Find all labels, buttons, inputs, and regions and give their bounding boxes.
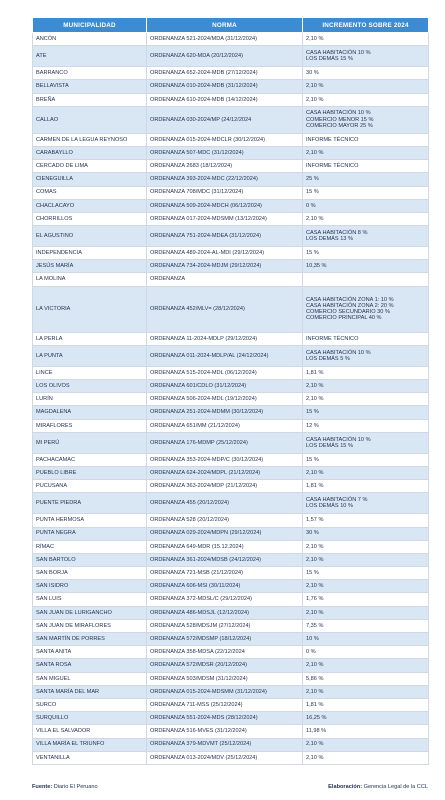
cell-municipalidad: PUEBLO LIBRE (33, 466, 147, 479)
cell-incremento: 2,10 % (303, 212, 429, 225)
cell-norma: ORDENANZA 506-2024-MDL (19/12/2024) (147, 393, 303, 406)
cell-norma: ORDENANZA 013-2024/MDV (25/12/2024) (147, 751, 303, 764)
cell-norma: ORDENANZA 551-2024-MDS (28/12/2024) (147, 712, 303, 725)
cell-municipalidad: PUENTE PIEDRA (33, 493, 147, 514)
cell-incremento: 2,10 % (303, 606, 429, 619)
table-row (33, 212, 429, 225)
table-row (33, 332, 429, 345)
table-row (33, 619, 429, 632)
table-row (33, 514, 429, 527)
cell-norma: ORDENANZA 393-2024-MDC (22/12/2024) (147, 173, 303, 186)
cell-incremento: CASA HABITACIÓN 10 % LOS DEMÁS 5 % (303, 345, 429, 366)
table-row (33, 33, 429, 46)
table-row (33, 432, 429, 453)
cell-municipalidad: SAN MIGUEL (33, 672, 147, 685)
cell-norma: ORDENANZA 353-2024-MDP/C (30/12/2024) (147, 453, 303, 466)
table-row (33, 527, 429, 540)
cell-municipalidad: VILLA EL SALVADOR (33, 725, 147, 738)
cell-incremento: 30 % (303, 527, 429, 540)
cell-municipalidad: ANCÓN (33, 33, 147, 46)
header-incremento: INCREMENTO SOBRE 2024 (303, 18, 429, 33)
cell-incremento: CASA HABITACIÓN 10 % LOS DEMÁS 15 % (303, 46, 429, 67)
table-row (33, 260, 429, 273)
cell-incremento: CASA HABITACIÓN 8 % LOS DEMÁS 13 % (303, 226, 429, 247)
table-row (33, 646, 429, 659)
cell-incremento: 2,10 % (303, 393, 429, 406)
table-row (33, 738, 429, 751)
cell-municipalidad: SURCO (33, 698, 147, 711)
table-row (33, 685, 429, 698)
cell-incremento: 1,57 % (303, 514, 429, 527)
cell-municipalidad: CALLAO (33, 106, 147, 133)
cell-incremento: 7,35 % (303, 619, 429, 632)
table-row (33, 466, 429, 479)
table-row (33, 567, 429, 580)
cell-incremento: CASA HABITACIÓN 10 % COMERCIO MENOR 15 % COMERCIO MAYOR 25 % (303, 106, 429, 133)
cell-norma: ORDENANZA 606-MSI (30/11/2024) (147, 580, 303, 593)
cell-municipalidad: CARMEN DE LA LEGUA REYNOSO (33, 133, 147, 146)
cell-norma: ORDENANZA 379-MDVMT (25/12/2024) (147, 738, 303, 751)
municipal-increments-table (32, 17, 429, 765)
cell-incremento: 2,10 % (303, 751, 429, 764)
source-label: Fuente: (32, 784, 53, 790)
cell-norma: ORDENANZA (147, 273, 303, 286)
municipal-table-container (32, 17, 428, 765)
cell-norma: ORDENANZA 572/MDSMP (18/12/2024) (147, 633, 303, 646)
cell-norma: ORDENANZA 528/MDSJM (27/12/2024) (147, 619, 303, 632)
table-row (33, 93, 429, 106)
cell-norma: ORDENANZA 015-2024-MDSMM (31/12/2024) (147, 685, 303, 698)
cell-municipalidad: SAN JUAN DE LURIGANCHO (33, 606, 147, 619)
cell-municipalidad: RÍMAC (33, 540, 147, 553)
cell-municipalidad: LA PERLA (33, 332, 147, 345)
cell-norma: ORDENANZA 361-2024/MDSB (24/12/2024) (147, 553, 303, 566)
cell-incremento: 12 % (303, 419, 429, 432)
cell-norma: ORDENANZA 610-2024-MDB (14/12/2024) (147, 93, 303, 106)
cell-norma: ORDENANZA 572/MDSR (20/12/2024) (147, 659, 303, 672)
cell-incremento: 2,10 % (303, 466, 429, 479)
cell-incremento: 30 % (303, 67, 429, 80)
cell-municipalidad: SANTA ROSA (33, 659, 147, 672)
table-row (33, 67, 429, 80)
credit-value: Gerencia Legal de la CCL (363, 784, 428, 790)
table-row (33, 453, 429, 466)
cell-municipalidad: PACHACAMAC (33, 453, 147, 466)
cell-norma: ORDENANZA 503/MDSM (31/12/2024) (147, 672, 303, 685)
cell-norma: ORDENANZA 251-2024-MDMM (30/12/2024) (147, 406, 303, 419)
table-row (33, 226, 429, 247)
cell-incremento: 2,10 % (303, 33, 429, 46)
table-row (33, 633, 429, 646)
cell-incremento: 2,10 % (303, 93, 429, 106)
table-row (33, 593, 429, 606)
cell-norma: ORDENANZA 509-2024-MDCH (06/12/2024) (147, 199, 303, 212)
cell-incremento: 0 % (303, 646, 429, 659)
cell-norma: ORDENANZA 651/MM (21/12/2024) (147, 419, 303, 432)
table-row (33, 173, 429, 186)
credit-label: Elaboración: (328, 784, 363, 790)
cell-norma: ORDENANZA 652-2024-MDB (27/12/2024) (147, 67, 303, 80)
cell-incremento: 1,81 % (303, 480, 429, 493)
cell-incremento: CASA HABITACIÓN 10 % LOS DEMÁS 15 % (303, 432, 429, 453)
cell-norma: ORDENANZA 452/MLV= (28/12/2024) (147, 286, 303, 332)
table-row (33, 540, 429, 553)
cell-incremento: 10,35 % (303, 260, 429, 273)
cell-municipalidad: CIENEGUILLA (33, 173, 147, 186)
credit-note (328, 784, 428, 790)
table-row (33, 480, 429, 493)
cell-incremento: 2,10 % (303, 553, 429, 566)
table-row (33, 133, 429, 146)
cell-incremento: INFORME TÉCNICO (303, 133, 429, 146)
cell-incremento: 0 % (303, 199, 429, 212)
cell-municipalidad: LINCE (33, 366, 147, 379)
cell-norma: ORDENANZA 624-2024/MDPL (21/12/2024) (147, 466, 303, 479)
cell-municipalidad: LA MOLINA (33, 273, 147, 286)
cell-municipalidad: BARRANCO (33, 67, 147, 80)
cell-municipalidad: SANTA ANITA (33, 646, 147, 659)
cell-norma: ORDENANZA 372-MDSL/C (29/12/2024) (147, 593, 303, 606)
table-row (33, 186, 429, 199)
table-body (33, 33, 429, 765)
cell-norma: ORDENANZA 455 (20/12/2024) (147, 493, 303, 514)
table-row (33, 712, 429, 725)
cell-norma: ORDENANZA 521-2024/MDA (31/12/2024) (147, 33, 303, 46)
cell-norma: ORDENANZA 489-2024-AL-MDI (29/12/2024) (147, 247, 303, 260)
cell-norma: ORDENANZA 358-MDSA (22/12/2024 (147, 646, 303, 659)
table-row (33, 725, 429, 738)
cell-municipalidad: MAGDALENA (33, 406, 147, 419)
cell-municipalidad: CHACLACAYO (33, 199, 147, 212)
cell-municipalidad: SAN MARTÍN DE PORRES (33, 633, 147, 646)
cell-norma: ORDENANZA 363-2024/MDP (21/12/2024) (147, 480, 303, 493)
cell-municipalidad: SAN JUAN DE MIRAFLORES (33, 619, 147, 632)
cell-incremento: CASA HABITACIÓN 7 % LOS DEMÁS 10 % (303, 493, 429, 514)
cell-municipalidad: SURQUILLO (33, 712, 147, 725)
cell-municipalidad: SAN ISIDRO (33, 580, 147, 593)
cell-incremento: 2,10 % (303, 540, 429, 553)
source-value: Diario El Peruano (53, 784, 98, 790)
cell-incremento: 5,86 % (303, 672, 429, 685)
cell-municipalidad: LOS OLIVOS (33, 380, 147, 393)
cell-incremento: 2,10 % (303, 80, 429, 93)
cell-incremento: 2,10 % (303, 380, 429, 393)
cell-norma: ORDENANZA 2683 (18/12/2024) (147, 160, 303, 173)
cell-incremento: 10 % (303, 633, 429, 646)
cell-municipalidad: PUNTA HERMOSA (33, 514, 147, 527)
cell-municipalidad: PUCUSANA (33, 480, 147, 493)
table-row (33, 247, 429, 260)
table-row (33, 698, 429, 711)
cell-norma: ORDENANZA 708/MDC (31/12/2024) (147, 186, 303, 199)
cell-incremento: 2,10 % (303, 738, 429, 751)
cell-norma: ORDENANZA 029-2024/MDPN (29/12/2024) (147, 527, 303, 540)
table-row (33, 199, 429, 212)
table-row (33, 106, 429, 133)
table-row (33, 606, 429, 619)
cell-norma: ORDENANZA 751-2024-MDEA (31/12/2024) (147, 226, 303, 247)
cell-norma: ORDENANZA 486-MDSJL (12/12/2024) (147, 606, 303, 619)
cell-norma: ORDENANZA 516-MVES (31/12/2024) (147, 725, 303, 738)
cell-incremento: 15 % (303, 186, 429, 199)
cell-municipalidad: COMAS (33, 186, 147, 199)
cell-norma: ORDENANZA 649-MDR (15.12.2024) (147, 540, 303, 553)
cell-incremento: INFORME TÉCNICO (303, 160, 429, 173)
cell-incremento: 15 % (303, 453, 429, 466)
cell-norma: ORDENANZA 711-MSS (25/12/2024) (147, 698, 303, 711)
cell-incremento: 1,76 % (303, 593, 429, 606)
cell-incremento: 15 % (303, 567, 429, 580)
cell-norma: ORDENANZA 721-MSB (21/12/2024) (147, 567, 303, 580)
table-row (33, 366, 429, 379)
table-row (33, 273, 429, 286)
cell-municipalidad: SAN BARTOLO (33, 553, 147, 566)
cell-incremento: 2,10 % (303, 580, 429, 593)
header-norma: NORMA (147, 18, 303, 33)
table-row (33, 80, 429, 93)
table-row (33, 406, 429, 419)
table-row (33, 46, 429, 67)
table-row (33, 751, 429, 764)
table-row (33, 393, 429, 406)
table-row (33, 672, 429, 685)
table-row (33, 553, 429, 566)
cell-incremento (303, 273, 429, 286)
cell-municipalidad: SAN BORJA (33, 567, 147, 580)
cell-municipalidad: CERCADO DE LIMA (33, 160, 147, 173)
cell-norma: ORDENANZA 017-2024-MDSMM (13/12/2024) (147, 212, 303, 225)
cell-norma: ORDENANZA 11-2024-MDLP (29/12/2024) (147, 332, 303, 345)
cell-norma: ORDENANZA 030-2024/MP (24/12/2024 (147, 106, 303, 133)
cell-municipalidad: MIRAFLORES (33, 419, 147, 432)
source-note (32, 784, 98, 790)
cell-incremento: 2,10 % (303, 685, 429, 698)
cell-incremento: CASA HABITACIÓN ZONA 1: 10 % CASA HABITACIÓN ZONA 2: 20 % COMERCIO SECUNDARIO 30 % COMERCIO PRINCIPAL 40 % (303, 286, 429, 332)
cell-municipalidad: MI PERÚ (33, 432, 147, 453)
cell-municipalidad: ATE (33, 46, 147, 67)
cell-municipalidad: LURÍN (33, 393, 147, 406)
cell-municipalidad: LA PUNTA (33, 345, 147, 366)
cell-norma: ORDENANZA 601/CDLO (31/12/2024) (147, 380, 303, 393)
cell-norma: ORDENANZA 010-2024-MDB (31/12/2024) (147, 80, 303, 93)
table-header (33, 18, 429, 33)
cell-incremento: 1,81 % (303, 366, 429, 379)
cell-incremento: 25 % (303, 173, 429, 186)
cell-norma: ORDENANZA 507-MDC (31/12/2024) (147, 146, 303, 159)
cell-municipalidad: SAN LUIS (33, 593, 147, 606)
cell-municipalidad: BELLAVISTA (33, 80, 147, 93)
cell-norma: ORDENANZA 620-MDA (20/12/2024) (147, 46, 303, 67)
table-row (33, 659, 429, 672)
cell-norma: ORDENANZA 515-2024-MDL (06/12/2024) (147, 366, 303, 379)
header-row (33, 18, 429, 33)
cell-municipalidad: SANTA MARÍA DEL MAR (33, 685, 147, 698)
table-row (33, 345, 429, 366)
cell-incremento: 11,98 % (303, 725, 429, 738)
cell-municipalidad: JESÚS MARÍA (33, 260, 147, 273)
table-row (33, 580, 429, 593)
table-row (33, 493, 429, 514)
cell-municipalidad: CHORRILLOS (33, 212, 147, 225)
table-row (33, 286, 429, 332)
cell-incremento: 16,25 % (303, 712, 429, 725)
cell-norma: ORDENANZA 734-2024-MDJM (29/12/2024) (147, 260, 303, 273)
cell-incremento: INFORME TÉCNICO (303, 332, 429, 345)
header-municipalidad: MUNICIPALIDAD (33, 18, 147, 33)
table-row (33, 419, 429, 432)
cell-norma: ORDENANZA 015-2024-MDCLR (30/12/2024) (147, 133, 303, 146)
cell-incremento: 1,81 % (303, 698, 429, 711)
cell-incremento: 15 % (303, 406, 429, 419)
cell-incremento: 2,10 % (303, 146, 429, 159)
cell-municipalidad: PUNTA NEGRA (33, 527, 147, 540)
cell-incremento: 15 % (303, 247, 429, 260)
table-row (33, 380, 429, 393)
cell-municipalidad: INDEPENDENCIA (33, 247, 147, 260)
cell-municipalidad: LA VICTORIA (33, 286, 147, 332)
table-row (33, 146, 429, 159)
cell-norma: ORDENANZA 528 (20/12/2024) (147, 514, 303, 527)
cell-municipalidad: BREÑA (33, 93, 147, 106)
cell-municipalidad: CARABAYLLO (33, 146, 147, 159)
cell-municipalidad: VILLA MARÍA EL TRIUNFO (33, 738, 147, 751)
cell-municipalidad: EL AGUSTINO (33, 226, 147, 247)
cell-incremento: 2,10 % (303, 659, 429, 672)
cell-municipalidad: VENTANILLA (33, 751, 147, 764)
table-row (33, 160, 429, 173)
cell-norma: ORDENANZA 011-2024-MDLP/AL (24/12/2024) (147, 345, 303, 366)
cell-norma: ORDENANZA 176-MDMP (25/12/2024) (147, 432, 303, 453)
